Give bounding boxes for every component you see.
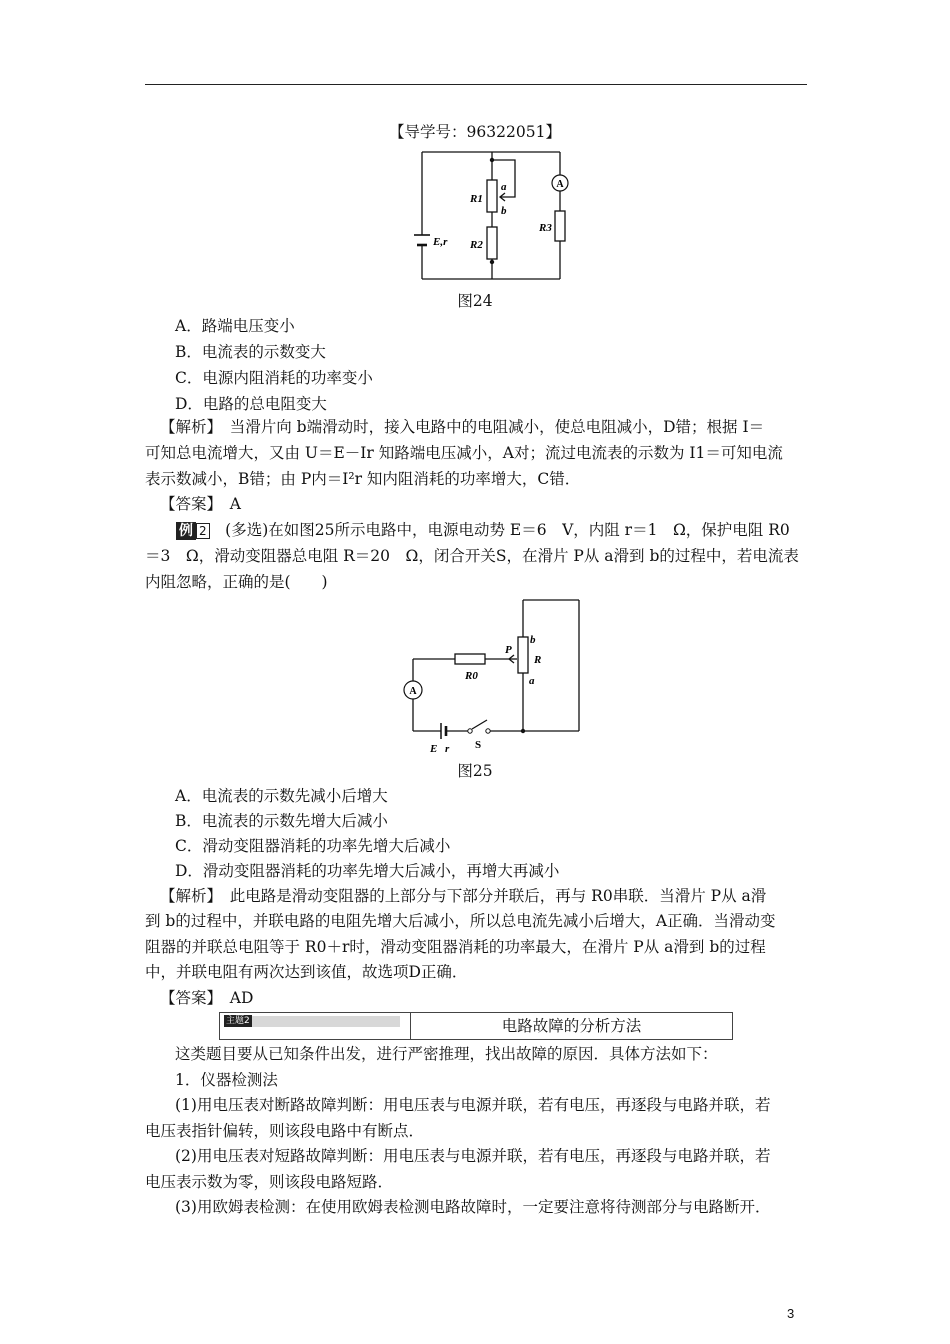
switch-contact (468, 729, 472, 733)
ex1-answer: 【答案】 A (160, 495, 241, 513)
topic-header (219, 1012, 733, 1040)
label-a: a (501, 181, 507, 193)
method-item-line: 电压表指针偏转，则该段电路中有断点． (145, 1122, 425, 1140)
ex2-stem-line (176, 520, 790, 540)
label-a: a (529, 675, 535, 687)
node-dot (521, 729, 525, 733)
ex2-analysis-line: 中，并联电阻有两次达到该值，故选项D正确． (145, 963, 468, 981)
label-b: b (530, 634, 536, 646)
method-item-line: (3)用欧姆表检测：在使用欧姆表检测电路故障时，一定要注意将待测部分与电路断开． (175, 1198, 771, 1216)
example-number: 2 (196, 523, 210, 539)
topic-gray-bar (252, 1016, 400, 1027)
label-switch: S (475, 739, 482, 751)
ex2-option-b: B．电流表的示数先增大后减小 (175, 812, 388, 830)
ex2-answer: 【答案】 AD (160, 989, 254, 1007)
label-internal-r: r (445, 743, 450, 755)
label-emf: E (430, 743, 438, 755)
ex2-stem-text: (多选)在如图25所示电路中，电源电动势 E＝6 V，内阻 r＝1 Ω，保护电阻 R0 (209, 521, 790, 539)
topic-tag: 主题2 (226, 1016, 250, 1026)
method-item-line: 电压表示数为零，则该段电路短路． (145, 1173, 394, 1191)
label-b: b (501, 205, 507, 217)
ex1-analysis-line: 可知总电流增大，又由 U＝E－Ir 知路端电压减小，A对；流过电流表的示数为 I1＝可知电流 (145, 444, 783, 462)
ammeter-label: A (556, 179, 564, 190)
label-r: R (534, 654, 542, 666)
body-intro: 这类题目要从已知条件出发，进行严密推理，找出故障的原因．具体方法如下： (175, 1045, 718, 1063)
label-p: P (505, 644, 512, 656)
switch-contact (486, 729, 490, 733)
page-number: 3 (787, 1306, 795, 1321)
method-item-line: (2)用电压表对短路故障判断：用电压表与电源并联，若有电压，再逐段与电路并联，若 (175, 1147, 771, 1165)
ex2-option-c: C．滑动变阻器消耗的功率先增大后减小 (175, 837, 451, 855)
label-emf: E,r (433, 236, 448, 248)
node-dot (490, 260, 494, 264)
topic-label-cell (220, 1013, 411, 1039)
ex2-stem-line: 内阻忽略，正确的是( ) (145, 573, 328, 591)
method-title: 1．仪器检测法 (175, 1071, 278, 1089)
ex2-analysis-line: 到 b的过程中，并联电路的电阻先增大后减小，所以总电流先减小后增大，A正确．当滑动变 (145, 912, 776, 930)
ex1-analysis-line: 表示数减小，B错；由 P内＝I²r 知内阻消耗的功率增大，C错． (145, 470, 581, 488)
ex1-analysis-line: 【解析】 当滑片向 b端滑动时，接入电路中的电阻减小，使总电阻减小，D错；根据 I＝ (160, 418, 765, 436)
ex1-option-d: D．电路的总电阻变大 (175, 395, 327, 413)
label-r0: R0 (465, 670, 478, 682)
header-rule (145, 84, 807, 85)
ex1-option-b: B．电流表的示数变大 (175, 343, 326, 361)
ex2-option-d: D．滑动变阻器消耗的功率先增大后减小，再增大再减小 (175, 862, 560, 880)
ex2-stem-line: ＝3 Ω，滑动变阻器总电阻 R＝20 Ω，闭合开关S，在滑片 P从 a滑到 b的过程中，若电流表 (145, 547, 799, 565)
figure-24-caption: 图24 (457, 292, 493, 310)
label-r2: R2 (470, 239, 483, 251)
method-item-line: (1)用电压表对断路故障判断：用电压表与电源并联，若有电压，再逐段与电路并联，若 (175, 1096, 771, 1114)
node-dot (490, 158, 494, 162)
ex1-option-a: A．路端电压变小 (175, 317, 295, 335)
ammeter-label: A (409, 686, 417, 697)
label-r3: R3 (539, 222, 552, 234)
guide-number: 【导学号：96322051】 (389, 123, 561, 141)
figure-25-caption: 图25 (457, 762, 493, 780)
ex2-analysis-line: 【解析】 此电路是滑动变阻器的上部分与下部分并联后，再与 R0串联．当滑片 P从 a滑 (160, 887, 767, 905)
ex1-option-c: C．电源内阻消耗的功率变小 (175, 369, 373, 387)
figure-24-circuit (405, 145, 575, 285)
ex2-option-a: A．电流表的示数先减小后增大 (175, 787, 388, 805)
label-r1: R1 (470, 193, 483, 205)
ex2-analysis-line: 阻器的并联总电阻等于 R0＋r时，滑动变阻器消耗的功率最大，在滑片 P从 a滑到 b的过程 (145, 938, 766, 956)
figure-25-circuit (395, 595, 590, 755)
example-marker: 例 (176, 522, 196, 540)
topic-title: 电路故障的分析方法 (501, 1017, 642, 1035)
